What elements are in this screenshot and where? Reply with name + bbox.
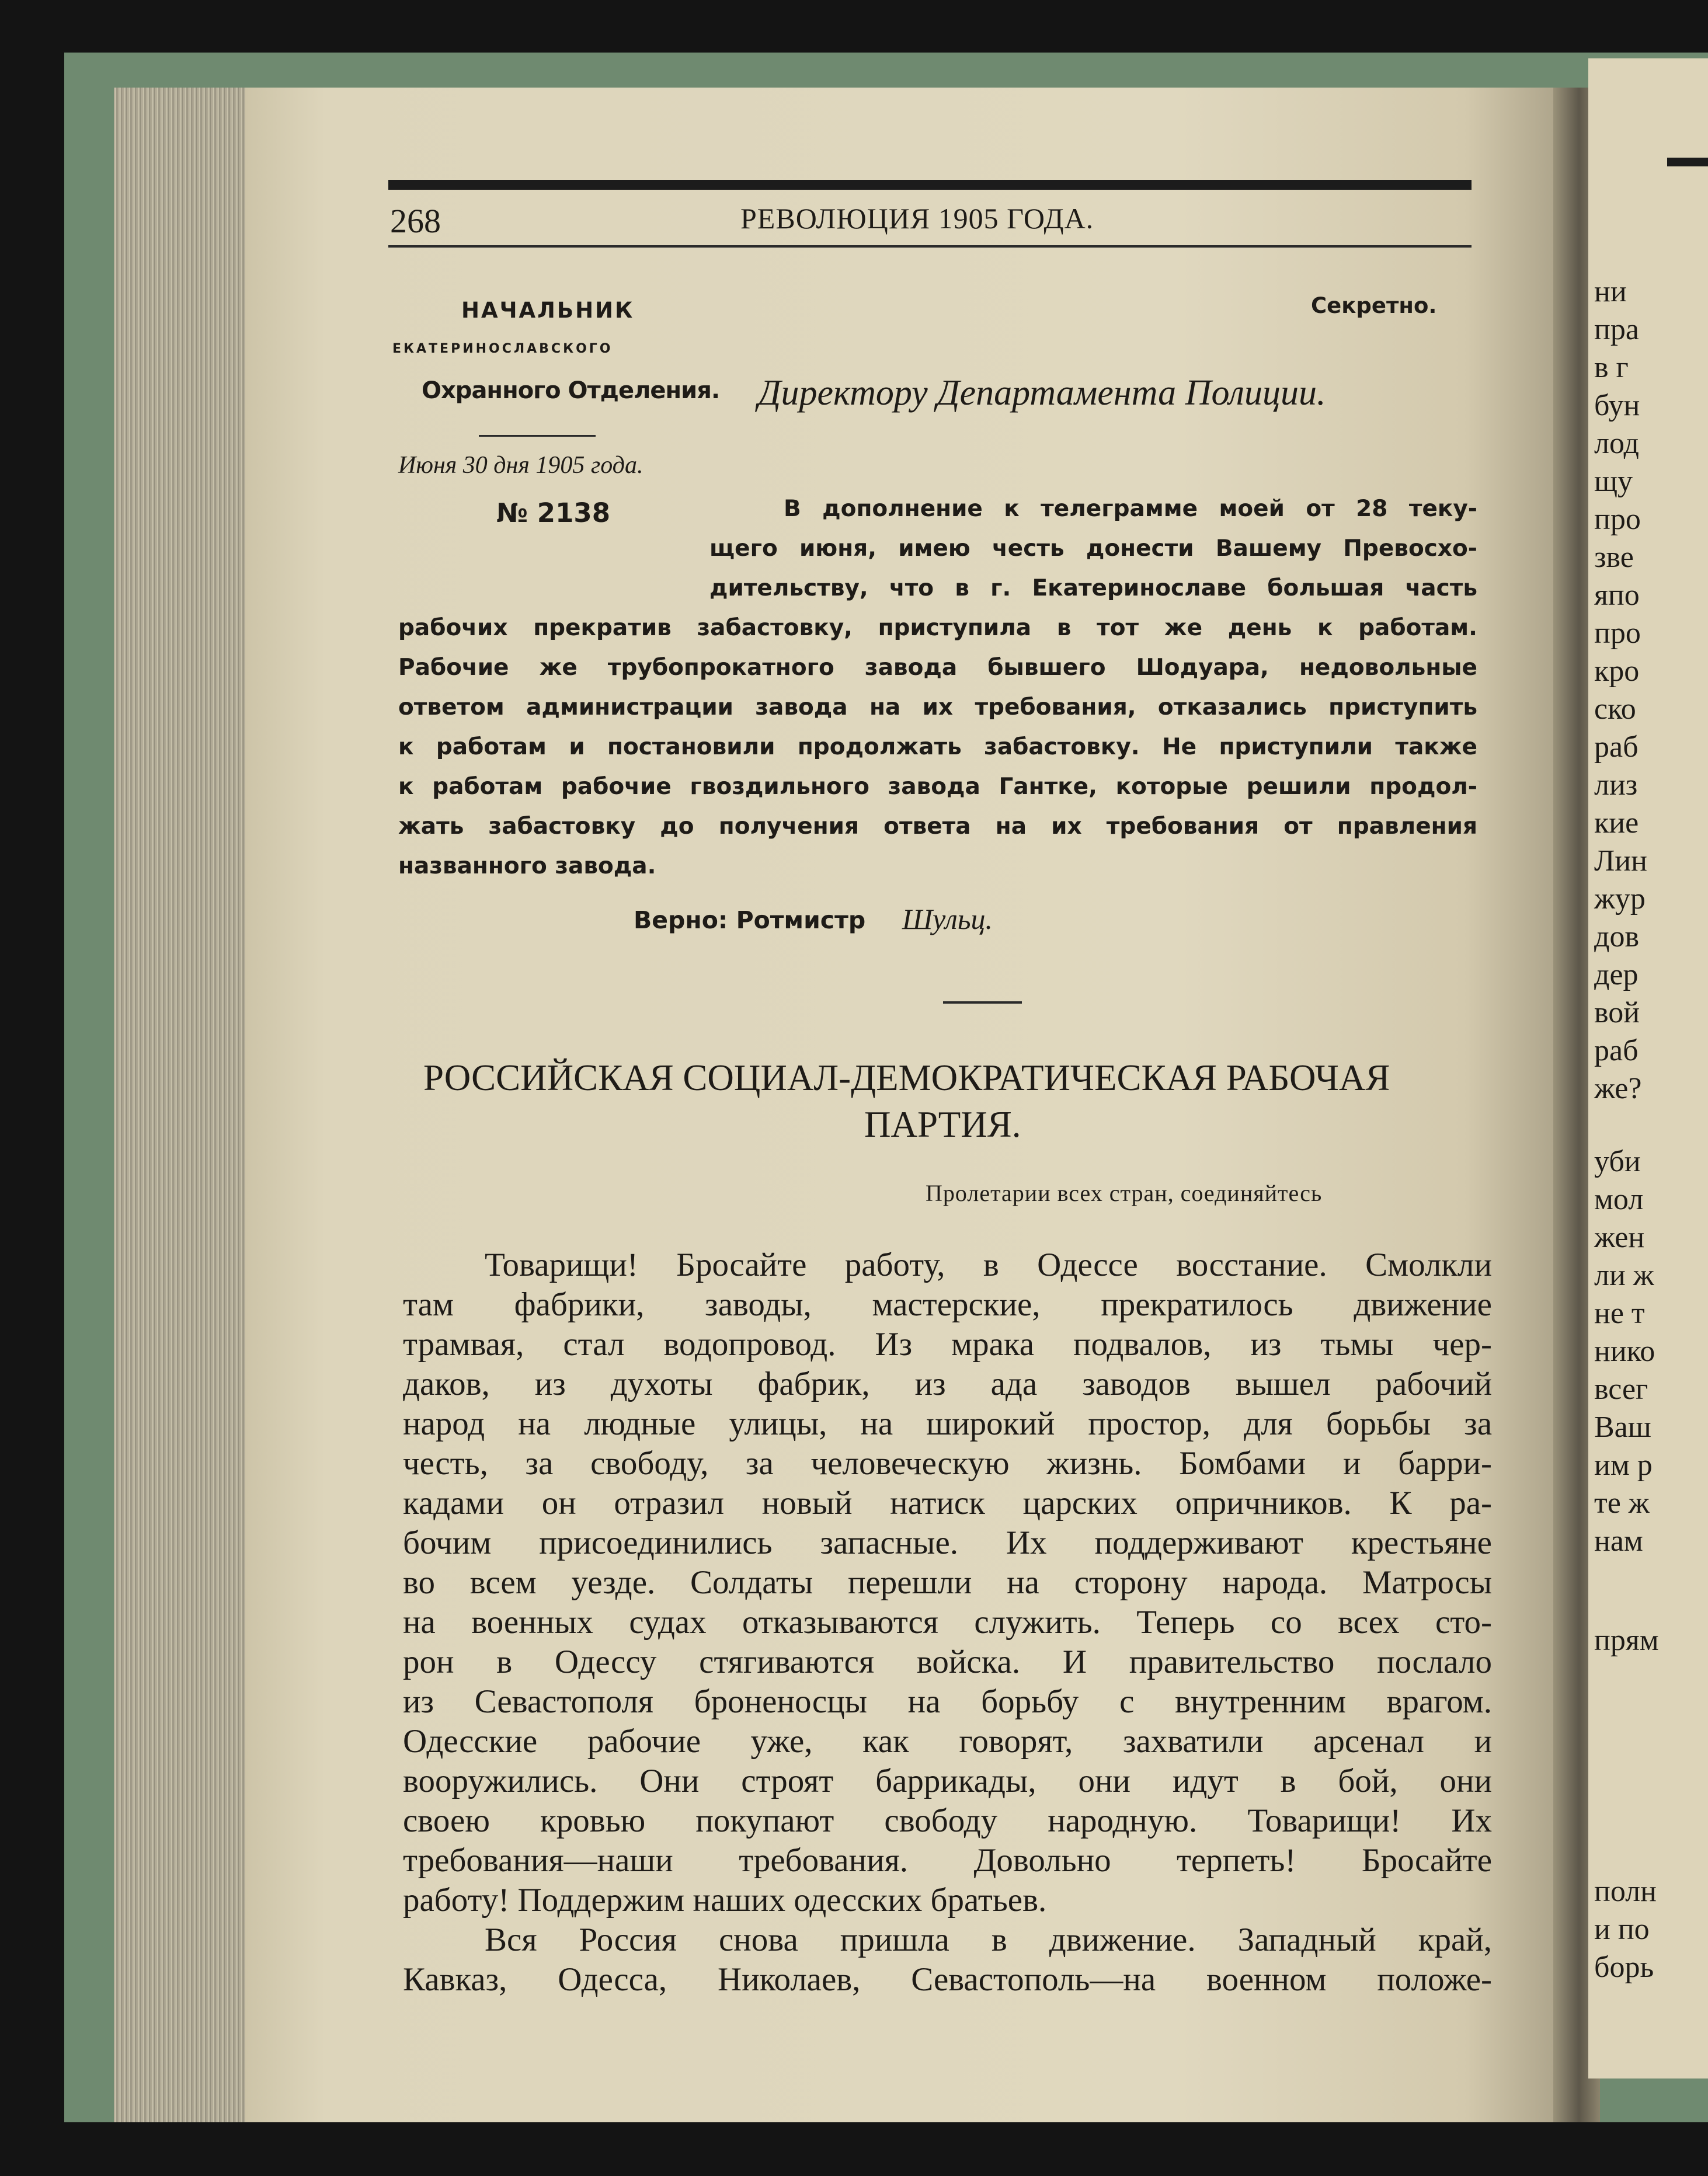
right-fragment: лод	[1594, 427, 1639, 460]
right-fragment: зве	[1594, 541, 1634, 574]
date-rule	[479, 435, 596, 437]
doc1-line: названного завода.	[398, 853, 656, 879]
doc1-line: дительству, что в г. Екатеринославе большая часть	[709, 575, 1477, 601]
right-fragment: вой	[1594, 996, 1640, 1029]
right-fragment: нико	[1594, 1335, 1655, 1368]
right-fragment: жен	[1594, 1221, 1645, 1254]
right-fragment: раб	[1594, 730, 1639, 764]
appeal-line: там фабрики, заводы, мастерские, прекратилось движение	[403, 1286, 1492, 1323]
sender-department: Охранного Отделения.	[422, 377, 720, 404]
appeal-line: своею кровью покупают свободу народную. Товарищи! Их	[403, 1802, 1492, 1839]
doc1-line: ответом администрации завода на их требования, отказались приступить	[398, 694, 1477, 720]
right-fragment: полн	[1594, 1875, 1657, 1908]
right-fragment: ско	[1594, 692, 1636, 726]
right-fragment: и по	[1594, 1913, 1650, 1946]
appeal-line: народ на людные улицы, на широкий простор, для борьбы за	[403, 1405, 1492, 1442]
motto: Пролетарии всех стран, соединяйтесь	[926, 1180, 1323, 1206]
doc1-line: рабочих прекратив забастовку, приступила в тот же день к работам.	[398, 615, 1477, 641]
right-fragment: япо	[1594, 579, 1640, 612]
classification-mark: Секретно.	[1311, 293, 1437, 318]
document-number: № 2138	[496, 497, 611, 528]
right-fragment: нам	[1594, 1524, 1643, 1558]
document-date: Июня 30 дня 1905 года.	[398, 452, 643, 479]
appeal-line: работу! Поддержим наших одесских братьев.	[403, 1882, 1047, 1919]
doc1-line: щего июня, имею честь донести Вашему Превосхо-	[709, 535, 1477, 562]
right-fragment: им р	[1594, 1449, 1653, 1482]
right-fragment: Лин	[1594, 844, 1647, 878]
appeal-line: рон в Одессу стягиваются войска. И правительство послало	[403, 1644, 1492, 1680]
header-rule-bottom	[388, 245, 1472, 248]
appeal-line: Товарищи! Бросайте работу, в Одессе восстание. Смолкли	[485, 1247, 1492, 1283]
right-fragment: пра	[1594, 313, 1639, 346]
appeal-line: требования—наши требования. Довольно терпеть! Бросайте	[403, 1842, 1492, 1879]
sender-title: НАЧАЛЬНИК	[461, 298, 635, 323]
right-fragment: Ваш	[1594, 1411, 1651, 1444]
signature-name: Шульц.	[902, 903, 993, 935]
right-fragment: уби	[1594, 1145, 1641, 1178]
right-fragment: лиз	[1594, 768, 1638, 802]
appeal-line: на военных судах отказываются служить. Теперь со всех сто-	[403, 1604, 1492, 1641]
right-fragment: в г	[1594, 351, 1629, 384]
appeal-line: честь, за свободу, за человеческую жизнь. Бомбами и барри-	[403, 1445, 1492, 1482]
sender-region: ЕКАТЕРИНОСЛАВСКОГО	[392, 342, 613, 356]
appeal-line: Одесские рабочие уже, как говорят, захватили арсенал и	[403, 1723, 1492, 1760]
right-header-rule	[1667, 158, 1708, 166]
appeal-line: во всем уезде. Солдаты перешли на сторону народа. Матросы	[403, 1564, 1492, 1601]
right-fragment: щу	[1594, 465, 1633, 498]
party-heading: РОССИЙСКАЯ СОЦИАЛ-ДЕМОКРАТИЧЕСКАЯ РАБОЧАЯ	[423, 1057, 1390, 1098]
right-fragment: дер	[1594, 958, 1639, 991]
right-fragment: про	[1594, 503, 1641, 536]
section-divider	[943, 1001, 1022, 1004]
right-fragment: кро	[1594, 654, 1640, 688]
party-heading-cont: ПАРТИЯ.	[864, 1104, 1021, 1145]
right-fragment: борь	[1594, 1951, 1654, 1984]
appeal-line: из Севастополя броненосцы на борьбу с внутренним врагом.	[403, 1683, 1492, 1720]
right-fragment: не т	[1594, 1297, 1645, 1330]
appeal-line: бочим присоединились запасные. Их поддерживают крестьяне	[403, 1524, 1492, 1561]
appeal-line: даков, из духоты фабрик, из ада заводов вышел рабочий	[403, 1366, 1492, 1402]
right-fragment: раб	[1594, 1034, 1639, 1067]
right-fragment: кие	[1594, 806, 1639, 840]
doc1-line: Рабочие же трубопрокатного завода бывшего Шодуара, недовольные	[398, 654, 1477, 681]
running-title: РЕВОЛЮЦИЯ 1905 ГОДА.	[740, 202, 1094, 235]
right-fragment: мол	[1594, 1183, 1644, 1216]
right-fragment: про	[1594, 617, 1641, 650]
appeal-line: Вся Россия снова пришла в движение. Западный край,	[485, 1921, 1492, 1958]
signature-label: Верно: Ротмистр	[634, 906, 866, 934]
right-fragment: прям	[1594, 1624, 1659, 1657]
doc1-line: к работам рабочие гвоздильного завода Гантке, которые решили продол-	[398, 774, 1477, 800]
right-fragment: всег	[1594, 1373, 1648, 1406]
header-rule-top	[388, 180, 1472, 190]
addressee: Директору Департамента Полиции.	[758, 373, 1326, 413]
right-fragment: те ж	[1594, 1486, 1650, 1520]
doc1-line: В дополнение к телеграмме моей от 28 теку-	[784, 496, 1477, 522]
right-fragment: бун	[1594, 389, 1640, 422]
right-fragment: ни	[1594, 275, 1627, 308]
appeal-line: трамвая, стал водопровод. Из мрака подвалов, из тьмы чер-	[403, 1326, 1492, 1363]
right-page	[1588, 58, 1708, 2078]
right-fragment: жур	[1594, 882, 1646, 915]
appeal-line: кадами он отразил новый натиск царских опричников. К ра-	[403, 1485, 1492, 1522]
appeal-line: вооружились. Они строят баррикады, они идут в бой, они	[403, 1763, 1492, 1799]
doc1-line: жать забастовку до получения ответа на их требования от правления	[398, 813, 1477, 840]
page-number: 268	[390, 202, 441, 240]
right-fragment: же?	[1594, 1072, 1642, 1105]
appeal-line: Кавказ, Одесса, Николаев, Севастополь—на военном положе-	[403, 1961, 1492, 1998]
right-fragment: дов	[1594, 920, 1640, 953]
doc1-line: к работам и постановили продолжать забастовку. Не приступили также	[398, 734, 1477, 760]
right-fragment: ли ж	[1594, 1259, 1654, 1292]
